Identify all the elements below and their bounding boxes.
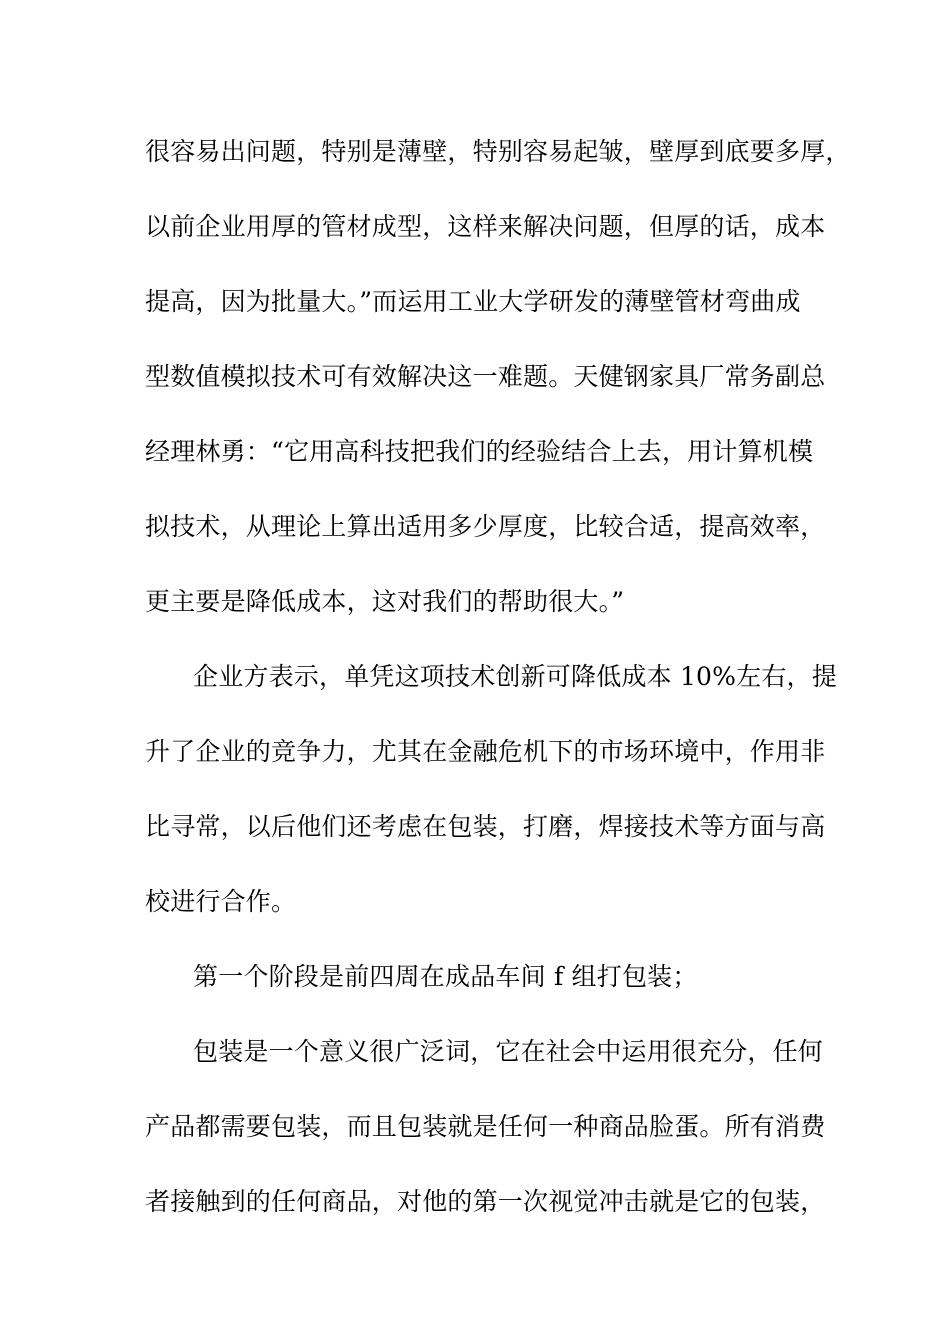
text-line: 者接触到的任何商品，对他的第一次视觉冲击就是它的包装， bbox=[145, 1187, 826, 1216]
text-line: 拟技术，从理论上算出适用多少厚度，比较合适，提高效率， bbox=[145, 512, 826, 541]
text-line: 型数值模拟技术可有效解决这一难题。天健钢家具厂常务副总 bbox=[145, 362, 826, 391]
text-line: 提高，因为批量大。”而运用工业大学研发的薄壁管材弯曲成 bbox=[145, 287, 801, 316]
text-line: 经理林勇：“它用高科技把我们的经验结合上去，用计算机模 bbox=[145, 437, 814, 466]
paragraph-first-line: 包装是一个意义很广泛词，它在社会中运用很充分，任何 bbox=[193, 1037, 824, 1066]
paragraph-first-line: 第一个阶段是前四周在成品车间 f 组打包装； bbox=[193, 962, 698, 991]
text-line: 校进行合作。 bbox=[145, 887, 297, 916]
text-line: 升了企业的竞争力，尤其在金融危机下的市场环境中，作用非 bbox=[145, 737, 826, 766]
text-line: 更主要是降低成本，这对我们的帮助很大。” bbox=[145, 587, 625, 616]
text-line: 产品都需要包装，而且包装就是任何一种商品脸蛋。所有消费 bbox=[145, 1112, 826, 1141]
text-line: 比寻常，以后他们还考虑在包装，打磨，焊接技术等方面与高 bbox=[145, 812, 826, 841]
text-line: 以前企业用厚的管材成型，这样来解决问题，但厚的话，成本 bbox=[145, 212, 826, 241]
paragraph-first-line: 企业方表示，单凭这项技术创新可降低成本 10%左右，提 bbox=[193, 662, 837, 691]
text-line: 很容易出问题，特别是薄壁，特别容易起皱，壁厚到底要多厚， bbox=[145, 137, 851, 166]
